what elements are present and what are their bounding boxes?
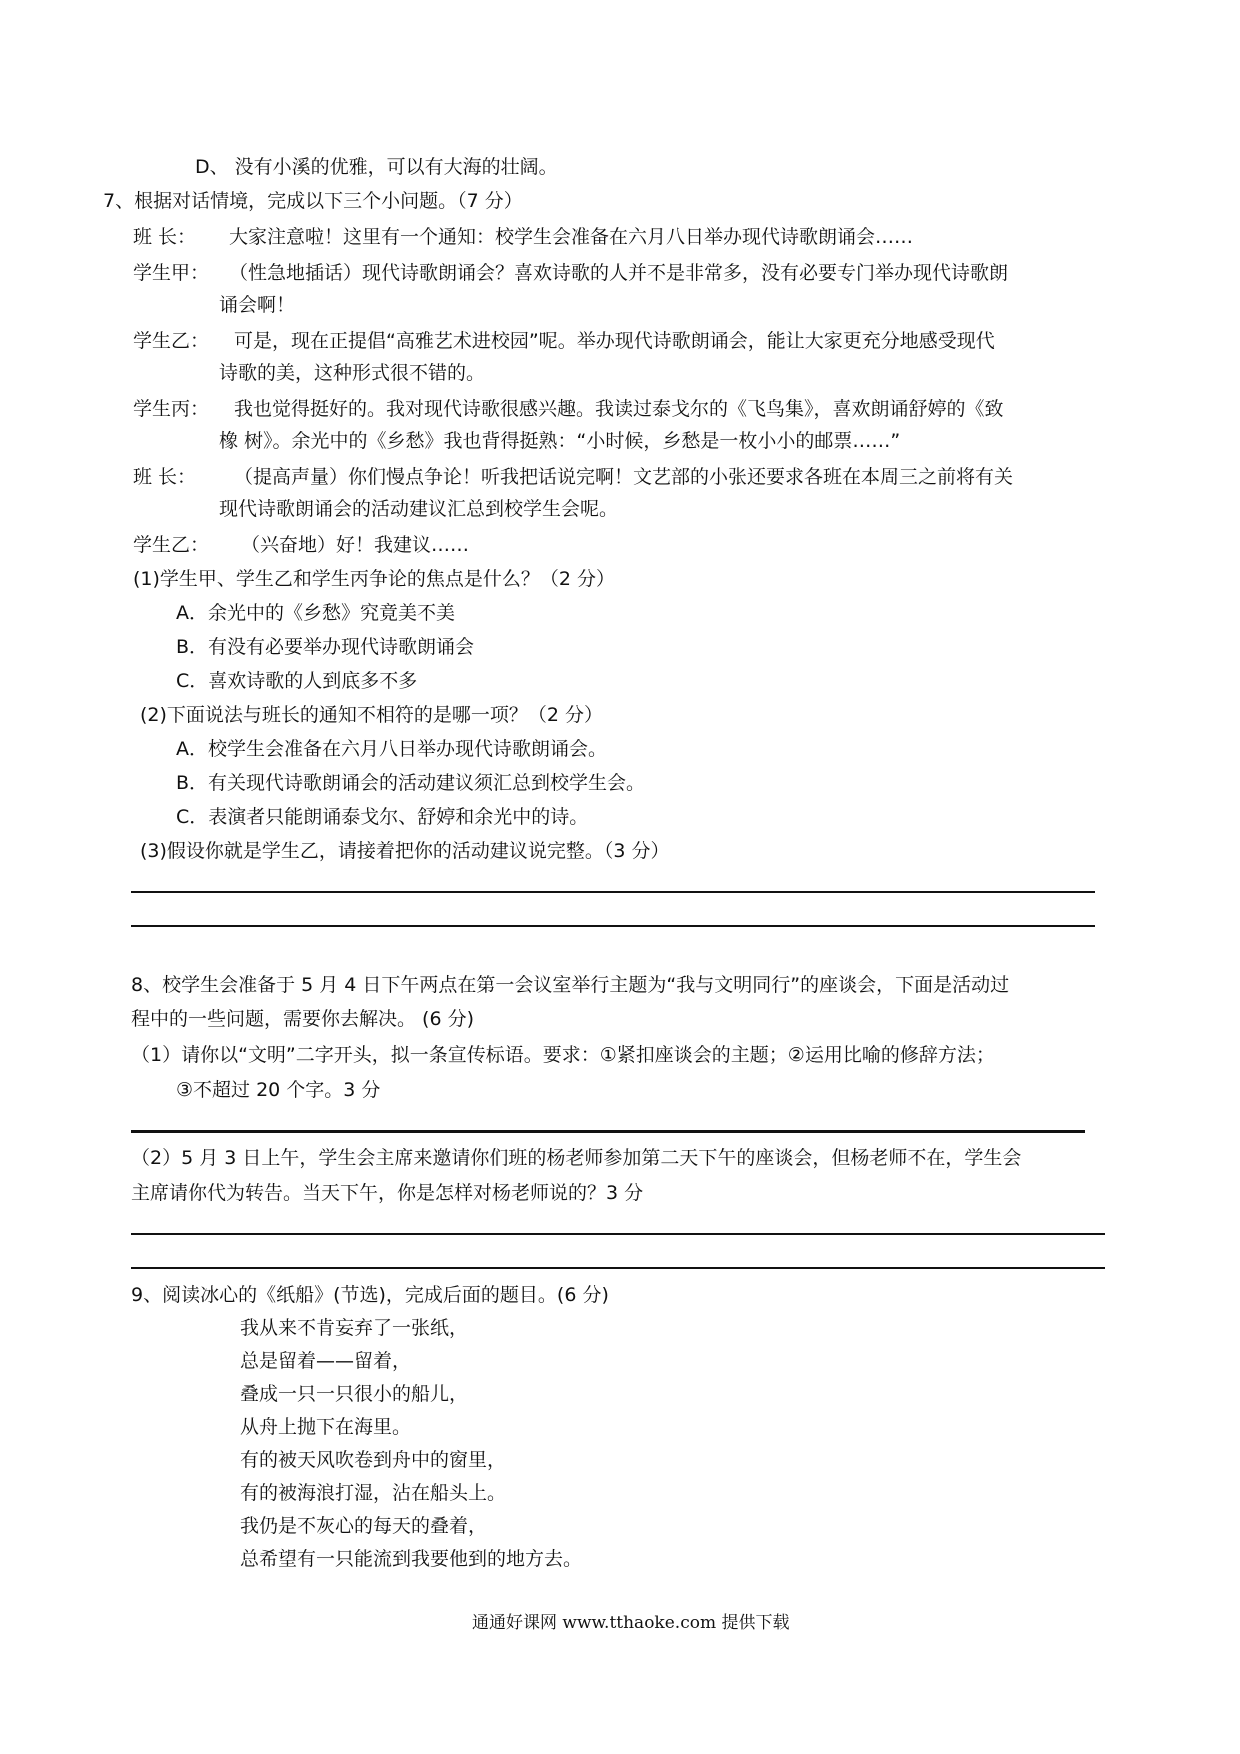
- q9-title: 9、阅读冰心的《纸船》(节选)，完成后面的题目。(6 分): [131, 1284, 609, 1306]
- speaker-label: 学生丙：: [133, 398, 210, 420]
- dialogue-text: （性急地插话）现代诗歌朗诵会？喜欢诗歌的人并不是非常多，没有必要专门举办现代诗歌朗: [229, 262, 1009, 284]
- dialogue-text: 可是，现在正提倡“高雅艺术进校园”呢。举办现代诗歌朗诵会，能让大家更充分地感受现代: [234, 330, 995, 352]
- q7-sub1-option-b: B．有没有必要举办现代诗歌朗诵会: [176, 636, 475, 658]
- dialogue-text: 橡 树》。余光中的《乡愁》我也背得挺熟：“小时候，乡愁是一枚小小的邮票……”: [219, 430, 901, 452]
- q7-sub1-option-a: A．余光中的《乡愁》究竟美不美: [176, 602, 455, 624]
- q8-intro-line-2: 程中的一些问题，需要你去解决。 (6 分): [131, 1008, 474, 1030]
- q8-sub2-line-2: 主席请你代为转告。当天下午，你是怎样对杨老师说的？3 分: [131, 1182, 644, 1204]
- speaker-label: 学生甲：: [133, 262, 210, 284]
- dialogue-text: 我也觉得挺好的。我对现代诗歌很感兴趣。我读过泰戈尔的《飞鸟集》，喜欢朗诵舒婷的《致: [234, 398, 1004, 420]
- dialogue-line: [133, 328, 995, 354]
- q7-sub2-question: (2)下面说法与班长的通知不相符的是哪一项？（2 分）: [140, 704, 604, 726]
- q7-sub1-question: (1)学生甲、学生乙和学生丙争论的焦点是什么？（2 分）: [133, 568, 616, 590]
- q8-sub1-line-2: ③不超过 20 个字。3 分: [176, 1079, 381, 1101]
- poem-line: 总希望有一只能流到我要他到的地方去。: [240, 1548, 583, 1570]
- q8-sub2-line-1: （2）5 月 3 日上午，学生会主席来邀请你们班的杨老师参加第二天下午的座谈会，但杨老师不在，学生会: [131, 1147, 1022, 1169]
- poem-line: 有的被天风吹卷到舟中的窗里，: [240, 1449, 507, 1471]
- q7-sub2-option-c: C．表演者只能朗诵泰戈尔、舒婷和余光中的诗。: [176, 806, 589, 828]
- q7-sub1-option-c: C．喜欢诗歌的人到底多不多: [176, 670, 418, 692]
- answer-line[interactable]: [131, 1267, 1105, 1269]
- q7-sub3-question: (3)假设你就是学生乙，请接着把你的活动建议说完整。（3 分）: [140, 840, 670, 862]
- answer-line[interactable]: [131, 1233, 1105, 1235]
- speaker-label: 学生乙：: [133, 330, 210, 352]
- q8-sub1-line-1: （1）请你以“文明”二字开头，拟一条宣传标语。要求：①紧扣座谈会的主题；②运用比喻的修辞方法；: [131, 1044, 995, 1066]
- speaker-label: 班 长：: [133, 466, 197, 488]
- poem-line: 有的被海浪打湿，沾在船头上。: [240, 1482, 507, 1504]
- dialogue-line: [133, 224, 913, 250]
- dialogue-text: 大家注意啦！这里有一个通知：校学生会准备在六月八日举办现代诗歌朗诵会……: [229, 226, 914, 248]
- poem-line: 总是留着——留着，: [240, 1350, 412, 1372]
- poem-line: 我从来不肯妄弃了一张纸，: [240, 1317, 469, 1339]
- q6-option-d: D、 没有小溪的优雅，可以有大海的壮阔。: [195, 156, 558, 178]
- dialogue-text: （兴奋地）好！我建议……: [241, 534, 470, 556]
- dialogue-line: [133, 464, 1013, 490]
- q7-sub2-option-b: B．有关现代诗歌朗诵会的活动建议须汇总到校学生会。: [176, 772, 646, 794]
- answer-line[interactable]: [131, 1130, 1085, 1133]
- dialogue-text: 诗歌的美，这种形式很不错的。: [219, 362, 486, 384]
- dialogue-line: [133, 532, 469, 558]
- q7-title: 7、根据对话情境，完成以下三个小问题。（7 分）: [103, 190, 523, 212]
- poem-line: 叠成一只一只很小的船儿，: [240, 1383, 469, 1405]
- dialogue-line: [133, 396, 1004, 422]
- dialogue-text: 诵会啊！: [219, 294, 296, 316]
- answer-line[interactable]: [131, 925, 1095, 927]
- poem-line: 从舟上抛下在海里。: [240, 1416, 412, 1438]
- poem-line: 我仍是不灰心的每天的叠着，: [240, 1515, 488, 1537]
- q8-intro-line-1: 8、校学生会准备于 5 月 4 日下午两点在第一会议室举行主题为“我与文明同行”的座谈会，下面是活动过: [131, 974, 1010, 996]
- dialogue-text: （提高声量）你们慢点争论！听我把话说完啊！文艺部的小张还要求各班在本周三之前将有关: [234, 466, 1014, 488]
- q7-sub2-option-a: A．校学生会准备在六月八日举办现代诗歌朗诵会。: [176, 738, 607, 760]
- answer-line[interactable]: [131, 891, 1095, 893]
- speaker-label: 学生乙：: [133, 534, 210, 556]
- speaker-label: 班 长：: [133, 226, 197, 248]
- dialogue-text: 现代诗歌朗诵会的活动建议汇总到校学生会呢。: [219, 498, 619, 520]
- footer-source: 通通好课网 www.tthaoke.com 提供下载: [472, 1613, 790, 1633]
- dialogue-line: [133, 260, 1008, 286]
